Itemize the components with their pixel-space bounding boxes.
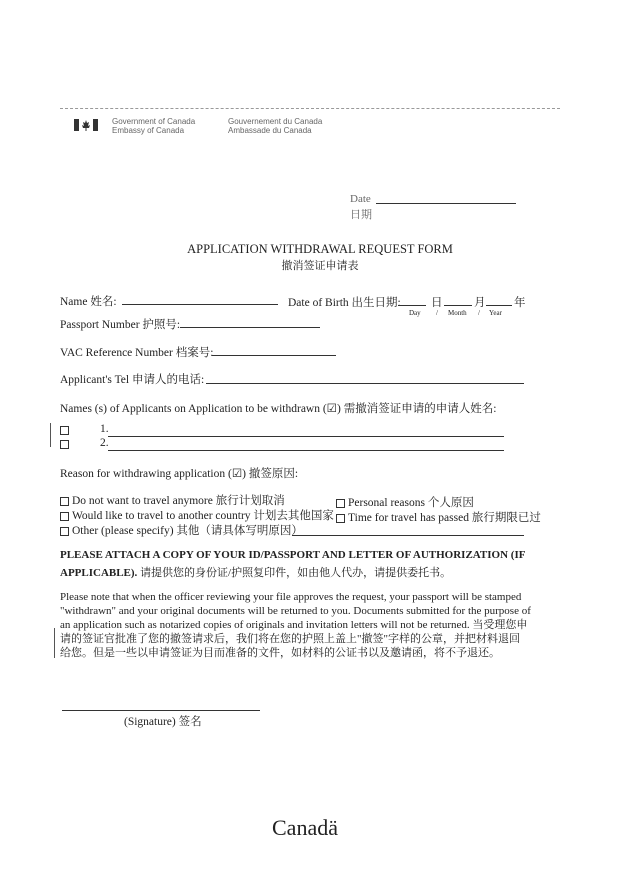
dob-sub-day: Day — [409, 309, 421, 317]
signature-label: (Signature) 签名 — [124, 716, 202, 728]
note-line4: 请的签证官批准了您的撤签请求后，我们将在您的护照上盖上"撤签"字样的公章，并把材料退回 — [60, 633, 520, 645]
reason1-label: Do not want to travel anymore 旅行计划取消 — [72, 495, 285, 507]
top-rule — [60, 108, 560, 109]
embassy-fr: Ambassade du Canada — [228, 126, 312, 135]
reason2-label: Personal reasons 个人原因 — [348, 497, 474, 509]
note-line1: Please note that when the officer reviewing your file approves the request, your passport will be stamped — [60, 591, 522, 603]
vac-label: VAC Reference Number 档案号: — [60, 347, 214, 359]
applicant1-number: 1. — [100, 423, 109, 435]
attach-notice-line1: PLEASE ATTACH A COPY OF YOUR ID/PASSPORT AND LETTER OF AUTHORIZATION (IF — [60, 549, 526, 561]
gov-fr: Gouvernement du Canada — [228, 117, 323, 126]
canada-flag-icon — [74, 118, 98, 137]
dob-month-field[interactable] — [444, 305, 472, 306]
reason3-checkbox[interactable] — [60, 512, 69, 521]
dob-month-cn: 月 — [474, 297, 486, 309]
dob-label: Date of Birth 出生日期: — [288, 297, 401, 309]
reason5-option[interactable] — [60, 522, 303, 538]
reason4-checkbox[interactable] — [336, 514, 345, 523]
note-line5: 给您。但是一些以申请签证为目而准备的文件，如材料的公证书以及邀请函，将不予退还。 — [60, 647, 500, 659]
dob-sub-slash2: / — [478, 309, 480, 317]
reason3-option[interactable] — [60, 507, 334, 523]
dob-day-field[interactable] — [398, 305, 426, 306]
form-title-cn: 撤消签证申请表 — [281, 260, 359, 272]
vac-field[interactable] — [212, 355, 336, 356]
dob-sub-year: Year — [489, 309, 502, 317]
dob-day-cn: 日 — [431, 297, 443, 309]
reason1-checkbox[interactable] — [60, 497, 69, 506]
applicant2-number: 2. — [100, 437, 109, 449]
passport-label: Passport Number 护照号: — [60, 319, 181, 331]
reason1-option[interactable] — [60, 492, 285, 508]
date-label-cn: 日期 — [350, 209, 372, 221]
reason-label: Reason for withdrawing application (☑) 撤签原因: — [60, 468, 299, 480]
dob-sub-slash1: / — [436, 309, 438, 317]
note-paragraph — [60, 590, 540, 660]
applicant2-field[interactable] — [108, 450, 504, 451]
reason3-label: Would like to travel to another country 计划去其他国家 — [72, 510, 334, 522]
reason2-option[interactable] — [336, 494, 474, 510]
dob-sub-month: Month — [448, 309, 467, 317]
reason4-option[interactable] — [336, 509, 541, 525]
attach-notice-line2: APPLICABLE). — [60, 567, 138, 579]
margin-mark — [50, 423, 51, 447]
passport-field[interactable] — [180, 327, 320, 328]
date-label-en: Date — [350, 193, 371, 205]
names-withdrawn-label: Names (s) of Applicants on Application to be withdrawn (☑) 需撤消签证申请的申请人姓名: — [60, 403, 497, 415]
dob-year-cn: 年 — [514, 297, 526, 309]
gov-en: Government of Canada — [112, 117, 196, 126]
note-line2: "withdrawn" and your original documents will be returned to you. Documents submitted for the purpose of — [60, 605, 531, 617]
name-label: Name 姓名: — [60, 296, 117, 308]
other-reason-field[interactable] — [292, 535, 524, 536]
canada-wordmark: Canadä — [272, 815, 338, 840]
note-line3: an application such as notarized copies of originals and invitation letters will not be returned. 当受理您申 — [60, 619, 528, 631]
applicant1-checkbox[interactable] — [60, 426, 69, 435]
margin-mark-note — [54, 628, 55, 658]
embassy-en: Embassy of Canada — [112, 126, 185, 135]
applicant2-checkbox[interactable] — [60, 440, 69, 449]
applicant1-field[interactable] — [108, 436, 504, 437]
tel-field[interactable] — [206, 383, 524, 384]
dob-year-field[interactable] — [486, 305, 512, 306]
signature-field[interactable] — [62, 710, 260, 711]
reason5-label: Other (please specify) 其他（请具体写明原因） — [72, 525, 303, 537]
name-field[interactable] — [122, 304, 278, 305]
reason5-checkbox[interactable] — [60, 527, 69, 536]
reason2-checkbox[interactable] — [336, 499, 345, 508]
tel-label: Applicant's Tel 申请人的电话: — [60, 374, 205, 386]
attach-notice-cn: 请提供您的身份证/护照复印件，如由他人代办，请提供委托书。 — [137, 567, 452, 579]
date-field[interactable] — [376, 203, 516, 204]
reason4-label: Time for travel has passed 旅行期限已过 — [348, 512, 541, 524]
form-title: APPLICATION WITHDRAWAL REQUEST FORM — [187, 242, 453, 256]
